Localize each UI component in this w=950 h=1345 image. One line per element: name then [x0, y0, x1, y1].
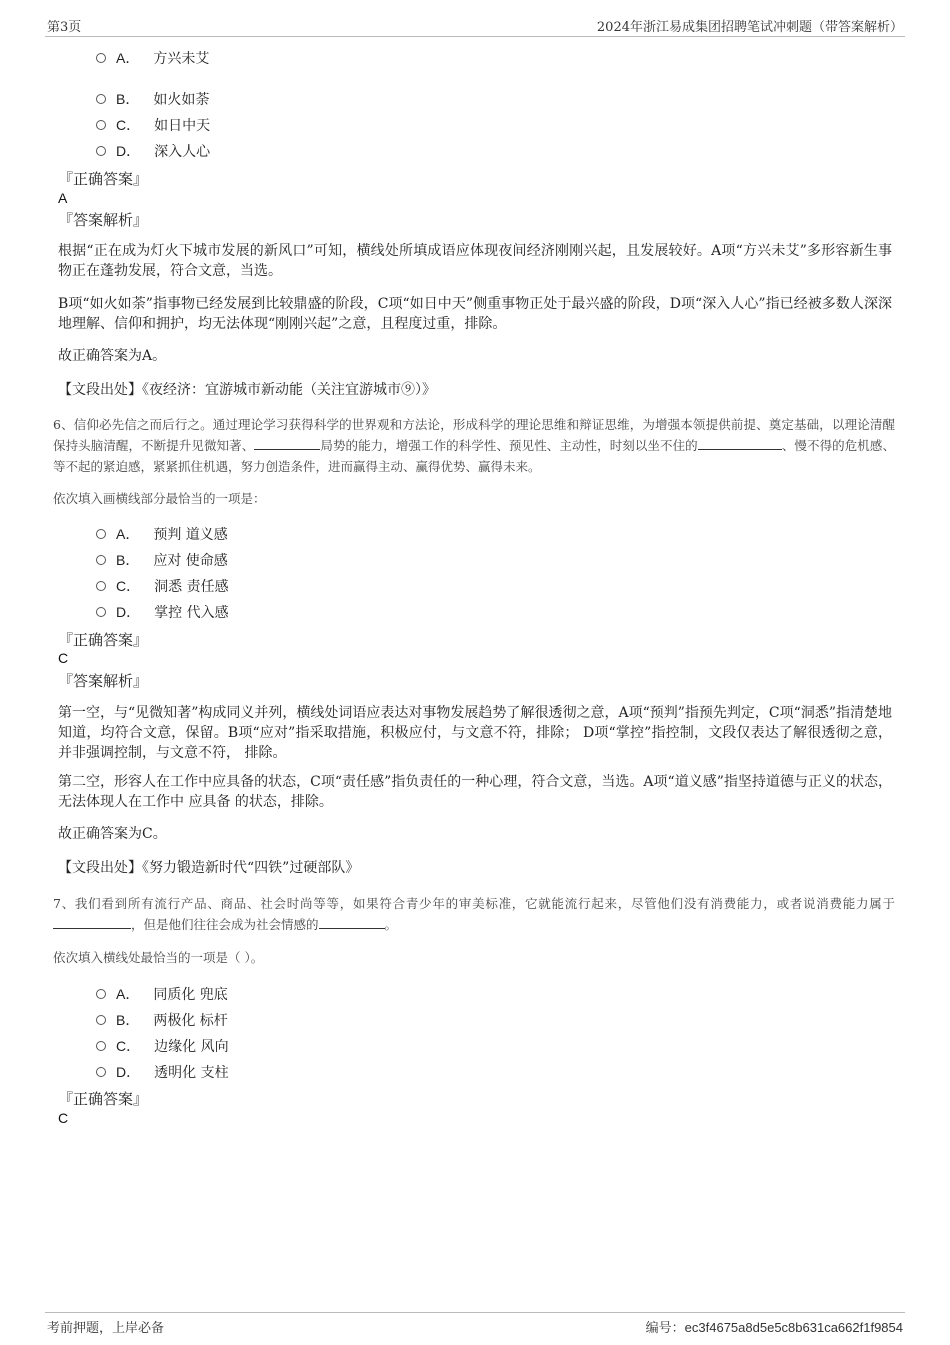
q7-prompt: 依次填入横线处最恰当的一项是（ ）。 [53, 950, 264, 965]
radio-icon[interactable] [96, 94, 106, 104]
q5-answer: A [58, 190, 68, 206]
radio-icon[interactable] [96, 146, 106, 156]
radio-icon[interactable] [96, 120, 106, 130]
document-code: 编号：ec3f4675a8d5e5c8b631ca662f1f9854 [645, 1320, 903, 1336]
radio-icon[interactable] [96, 53, 106, 63]
q6-analysis-paragraph-3: 故正确答案为C。 [58, 826, 167, 842]
blank-line [254, 437, 320, 450]
q6-option-b[interactable]: B． 应对 使命感 [96, 550, 228, 570]
radio-icon[interactable] [96, 1067, 106, 1077]
q5-option-c[interactable]: C． 如日中天 [96, 115, 210, 135]
q7-option-b[interactable]: B． 两极化 标杆 [96, 1010, 228, 1030]
q6-option-d[interactable]: D． 掌控 代入感 [96, 602, 229, 622]
footer-slogan: 考前押题，上岸必备 [47, 1321, 165, 1336]
q7-answer-label: 『正确答案』 [58, 1090, 149, 1108]
q6-analysis-paragraph-1: 第一空，与“见微知著”构成同义并列，横线处词语应表达对事物发展趋势了解很透彻之意，A项“预判”指预先判定，C项“洞悉”指清楚地知道，均符合文意，保留。B项“应对”指采取措施，积极应付，与文意不符，排除； D项“掌控”指控制，文段仅表达了解很透彻之意，并非强调控制，与文意不符， 排除。 [58, 705, 892, 761]
q5-option-b[interactable]: B． 如火如荼 [96, 89, 209, 109]
q5-analysis-paragraph-1: 根据“正在成为灯火下城市发展的新风口”可知，横线处所填成语应体现夜间经济刚刚兴起，且发展较好。A项“方兴未艾”多形容新生事物正在蓬勃发展，符合文意，当选。 [58, 243, 892, 279]
q6-stem: 6、信仰必先信之而后行之。通过理论学习获得科学的世界观和方法论，形成科学的理论思维和辩证思维，为增强本领提供前提、奠定基础，以理论清醒保持头脑清醒，不断提升见微知著、 局势的能力，增强工作的科学性、预见性、主动性，时刻以坐不住的 、慢不得的危机感、等不起的紧迫感，紧紧抓住机遇，努力创造条件，进而赢得主动、赢得优势、赢得未来。 [53, 417, 895, 474]
page-header [45, 14, 905, 37]
q5-source: 【文段出处】《夜经济：宜游城市新动能（关注宜游城市⑨）》 [58, 382, 436, 398]
q5-answer-label: 『正确答案』 [58, 170, 149, 188]
radio-icon[interactable] [96, 529, 106, 539]
q6-source: 【文段出处】《努力锻造新时代“四铁”过硬部队》 [58, 860, 360, 876]
q6-answer-label: 『正确答案』 [58, 631, 149, 649]
q6-option-a[interactable]: A． 预判 道义感 [96, 524, 228, 544]
radio-icon[interactable] [96, 1015, 106, 1025]
q6-option-c[interactable]: C． 洞悉 责任感 [96, 576, 229, 596]
page-footer [45, 1312, 905, 1337]
q6-answer: C [58, 650, 69, 666]
radio-icon[interactable] [96, 555, 106, 565]
blank-line [319, 916, 385, 929]
q7-option-c[interactable]: C． 边缘化 风向 [96, 1036, 229, 1056]
q6-analysis-paragraph-2: 第二空，形容人在工作中应具备的状态，C项“责任感”指负责任的一种心理，符合文意，当选。A项“道义感”指坚持道德与正义的状态，无法体现人在工作中 应具备 的状态，排除。 [58, 774, 892, 810]
blank-line [698, 437, 782, 450]
radio-icon[interactable] [96, 581, 106, 591]
document-title: 2024年浙江易成集团招聘笔试冲刺题（带答案解析） [596, 20, 903, 35]
page-number: 第3页 [47, 20, 82, 35]
q5-analysis-paragraph-3: 故正确答案为A。 [58, 348, 167, 364]
q7-option-a[interactable]: A． 同质化 兜底 [96, 984, 228, 1004]
q7-stem: 7、我们看到所有流行产品、商品、社会时尚等等，如果符合青少年的审美标准，它就能流行起来，尽管他们没有消费能力，或者说消费能力属于，但是他们往往会成为社会情感的 。 [53, 896, 895, 932]
q5-option-a[interactable]: A． 方兴未艾 [96, 48, 209, 68]
q6-prompt: 依次填入画横线部分最恰当的一项是： [53, 491, 266, 506]
blank-line [53, 916, 131, 929]
radio-icon[interactable] [96, 989, 106, 999]
radio-icon[interactable] [96, 607, 106, 617]
q7-answer: C [58, 1110, 69, 1126]
q5-analysis-label: 『答案解析』 [58, 211, 149, 229]
q7-option-d[interactable]: D． 透明化 支柱 [96, 1062, 229, 1082]
q6-analysis-label: 『答案解析』 [58, 672, 149, 690]
radio-icon[interactable] [96, 1041, 106, 1051]
q5-option-d[interactable]: D． 深入人心 [96, 141, 210, 161]
q5-analysis-paragraph-2: B项“如火如荼”指事物已经发展到比较鼎盛的阶段，C项“如日中天”侧重事物正处于最兴盛的阶段，D项“深入人心”指已经被多数人深深地理解、信仰和拥护，均无法体现“刚刚兴起”之意，且程度过重，排除。 [58, 296, 892, 332]
